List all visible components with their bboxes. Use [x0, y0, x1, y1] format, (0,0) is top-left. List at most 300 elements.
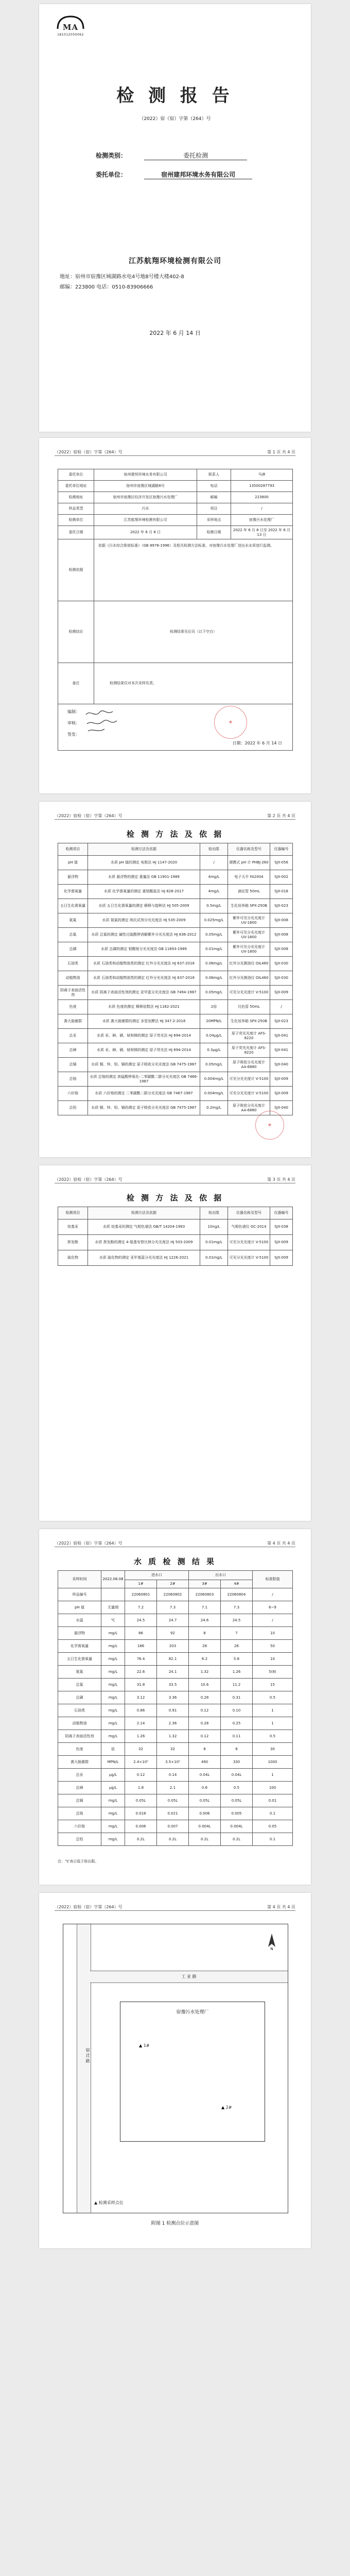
table-cell: 氨氮 [58, 1666, 101, 1679]
table-cell: 0.12 [189, 1730, 221, 1743]
table-row [58, 1756, 293, 1769]
field-label: 委托单位： [96, 171, 127, 178]
table-cell: 宿州市宿豫区经济开发区宿豫污水处理厂 [94, 492, 197, 503]
col-header: 采样时间 [58, 1571, 101, 1588]
table-cell: 0.12 [125, 1769, 157, 1782]
header-number: （2022）宿检（宿）字第（264）号 [55, 450, 122, 454]
table-cell: mg/L [101, 1666, 125, 1679]
table-row [58, 1730, 293, 1743]
table-header-row [58, 843, 293, 856]
table-cell: 委托单位地址 [58, 481, 94, 492]
table-row [58, 1219, 293, 1235]
table-cell: SJX-040 [270, 1058, 293, 1072]
methods-table-2 [58, 1207, 293, 1266]
table-cell: 4mg/L [200, 885, 228, 899]
table-cell: 联系人 [197, 469, 231, 481]
table-cell: 色度 [58, 1000, 88, 1014]
svg-text:N: N [270, 1947, 273, 1950]
table-cell: 6~9 [253, 1601, 293, 1614]
table-cell: SJX-008 [270, 913, 293, 928]
table-cell: ℃ [101, 1614, 125, 1627]
table-cell: 水质 五日生化需氧量的测定 稀释与接种法 HJ 505-2009 [88, 899, 200, 913]
table-cell: 1 [253, 1704, 293, 1717]
header-rule [55, 819, 295, 820]
table-cell: 0.1 [253, 1807, 293, 1820]
table-cell: 0.005 [221, 1807, 253, 1820]
table-cell: 0.2L [157, 1833, 189, 1846]
table-cell: 采样地点 [197, 515, 231, 526]
table-row [58, 601, 293, 663]
table-row [58, 1087, 293, 1101]
table-cell: mg/L [101, 1691, 125, 1704]
table-cell: 宿州市宿豫区城湖路8号 [94, 481, 197, 492]
table-cell: 0.5mg/L [200, 899, 228, 913]
table-cell: 水质 色度的测定 稀释倍数法 HJ 1182-2021 [88, 1000, 200, 1014]
table-cell: SJX-009 [270, 1235, 293, 1250]
table-row [58, 1014, 293, 1029]
table-cell: 项目 [197, 503, 231, 515]
table-cell: 2.36 [157, 1717, 189, 1730]
table-cell: 马唐 [231, 469, 293, 481]
table-row [58, 1807, 293, 1820]
table-cell: mg/L [101, 1833, 125, 1846]
road-top-label: 工 业 路 [181, 1974, 197, 1979]
table-cell: 1.26 [221, 1666, 253, 1679]
table-cell: mg/L [101, 1640, 125, 1653]
table-row [58, 1717, 293, 1730]
table-cell: 总砷 [58, 1043, 88, 1058]
table-cell: 比色管 50mL [228, 1000, 270, 1014]
table-cell: 水质 硫化物的测定 亚甲基蓝分光光度法 HJ 1226-2021 [88, 1250, 200, 1266]
table-cell: 490 [189, 1756, 221, 1769]
table-cell: 24.1 [157, 1666, 189, 1679]
table-cell: 总铅 [58, 1101, 88, 1115]
results-table [58, 1570, 293, 1846]
table-cell: 28 [189, 1640, 221, 1653]
table-cell: 红外分光测油仪 OIL460 [228, 957, 270, 971]
table-cell: 总镉 [58, 1058, 88, 1072]
table-cell: 水质 石油类和动植物油类的测定 红外分光光度法 HJ 637-2018 [88, 971, 200, 986]
table-cell: 1.32 [189, 1666, 221, 1679]
table-cell: 阴离子表面活性剂 [58, 986, 88, 1000]
table-cell: / [231, 503, 293, 515]
table-cell: 92 [157, 1627, 189, 1640]
table-cell: 阴离子表面活性剂 [58, 1730, 101, 1743]
table-cell: 烷基汞 [58, 1219, 88, 1235]
table-cell: 33.5 [157, 1679, 189, 1691]
table-cell: 总砷 [58, 1782, 101, 1794]
table-cell: 倍 [101, 1743, 125, 1756]
table-cell: pH 值 [58, 1601, 101, 1614]
table-row [58, 1820, 293, 1833]
table-row [58, 1666, 293, 1679]
table-cell: mg/L [101, 1679, 125, 1691]
triangle-icon: ▲ [221, 2105, 225, 2110]
table-cell: 原子荧光光度计 AFS-8220 [228, 1043, 270, 1058]
table-cell: 0.05 [253, 1820, 293, 1833]
field-value: 宿州建邦环境水务有限公司 [144, 170, 252, 179]
cover-field-client [96, 170, 266, 179]
table-cell: 水质 粪大肠菌群的测定 多管发酵法 HJ 347.2-2018 [88, 1014, 200, 1029]
header-pagenum: 第 3 页 共 4 页 [267, 1177, 295, 1182]
table-cell: 22060804 [221, 1588, 253, 1601]
header-number: （2022）宿检（宿）字第（264）号 [55, 1177, 122, 1182]
table-cell: 检测结论 [58, 601, 94, 663]
table-cell: 无量纲 [101, 1601, 125, 1614]
table-cell: 水质 阴离子表面活性剂的测定 亚甲蓝分光光度法 GB 7494-1987 [88, 986, 200, 1000]
table-cell: 7.3 [221, 1601, 253, 1614]
table-cell: 0.10 [221, 1704, 253, 1717]
table-cell: 宿豫污水处理厂 [231, 515, 293, 526]
table-cell: 0.25 [221, 1717, 253, 1730]
table-row [58, 913, 293, 928]
cma-logo [55, 15, 86, 37]
table-cell: 7.2 [125, 1601, 157, 1614]
table-cell: 0.025mg/L [200, 913, 228, 928]
table-cell: 8 [189, 1743, 221, 1756]
table-cell: 硫化物 [58, 1250, 88, 1266]
table-cell: 原子荧光光度计 AFS-8220 [228, 1029, 270, 1043]
sign-line-issuer: 签发： [67, 732, 80, 737]
table-cell: 2022 年 6 月 8 日至 2022 年 6 月 13 日 [231, 526, 293, 539]
table-cell: 五日生化需氧量 [58, 1653, 101, 1666]
table-cell: 水质 化学需氧量的测定 重铬酸盐法 HJ 828-2017 [88, 885, 200, 899]
road-top-band [90, 1971, 288, 1983]
table-cell: mg/L [101, 1717, 125, 1730]
table-cell: 样品类型 [58, 503, 94, 515]
table-cell: μg/L [101, 1782, 125, 1794]
table-cell: SJX-009 [270, 1072, 293, 1087]
table-row [58, 1833, 293, 1846]
table-cell: 委托日期 [58, 526, 94, 539]
table-row [58, 503, 293, 515]
results-note: 注：“L”表示低于检出限。 [58, 1859, 99, 1863]
table-cell: 水质 汞、砷、硒、铋和锑的测定 原子荧光法 HJ 694-2014 [88, 1029, 200, 1043]
table-cell: 检测日期 [197, 526, 231, 539]
table-row [58, 1679, 293, 1691]
table-cell: 总汞 [58, 1769, 101, 1782]
table-cell: 32 [125, 1743, 157, 1756]
table-cell: mg/L [101, 1794, 125, 1807]
table-cell: mg/L [101, 1653, 125, 1666]
table-row [58, 1043, 293, 1058]
table-row [58, 957, 293, 971]
table-row [58, 1627, 293, 1640]
table-cell: 82.1 [157, 1653, 189, 1666]
table-row [58, 1704, 293, 1717]
sign-line-reviewer: 审核： [67, 721, 80, 725]
col-header: 2# [157, 1580, 189, 1588]
table-cell: 污水 [94, 503, 197, 515]
table-cell: 7 [221, 1627, 253, 1640]
table-cell: 3.12 [125, 1691, 157, 1704]
header-rule [55, 455, 295, 456]
table-cell: 原子吸收分光光度计 AA-6880 [228, 1101, 270, 1115]
col-header: 标准限值 [253, 1571, 293, 1588]
table-cell: 0.2mg/L [200, 1101, 228, 1115]
north-arrow-icon [266, 1933, 277, 1950]
header-number: （2022）宿检（宿）字第（264）号 [55, 1905, 122, 1909]
table-cell: 红外分光测油仪 OIL460 [228, 971, 270, 986]
table-row [58, 885, 293, 899]
table-cell: 5(8) [253, 1666, 293, 1679]
table-cell: 8 [221, 1743, 253, 1756]
col-header: 4# [221, 1580, 253, 1588]
table-row [58, 942, 293, 957]
sampling-point-label: 2# [225, 2105, 232, 2110]
table-cell: 水质 悬浮物的测定 重量法 GB 11901-1989 [88, 870, 200, 885]
col-header: 检出限 [200, 1207, 228, 1219]
table-cell: 1.32 [157, 1730, 189, 1743]
table-row [58, 1640, 293, 1653]
col-header: 检出限 [200, 843, 228, 856]
table-row [58, 899, 293, 913]
table-cell: 1.26 [125, 1730, 157, 1743]
red-seal-stamp [255, 1111, 284, 1140]
table-cell: 0.86 [125, 1704, 157, 1717]
table-cell: 1 [253, 1717, 293, 1730]
table-cell: 0.04μg/L [200, 1029, 228, 1043]
header-pagenum: 第 4 页 共 4 页 [267, 1541, 295, 1546]
table-cell: 气相色谱仪 GC-2014 [228, 1219, 270, 1235]
table-cell: 0.06mg/L [200, 971, 228, 986]
table-cell: 0.006 [125, 1820, 157, 1833]
table-cell: 可见分光光度计 V-5100 [228, 986, 270, 1000]
legend-text: 检测采样点位 [98, 2200, 124, 2205]
signature-scribble [84, 708, 120, 734]
table-cell: 总氮 [58, 928, 88, 942]
red-seal-stamp [214, 706, 247, 739]
table-cell: SJX-002 [270, 870, 293, 885]
methods-page-2 [39, 1165, 311, 1521]
table-cell: 186 [125, 1640, 157, 1653]
table-cell: 24.7 [157, 1614, 189, 1627]
table-cell: 24.5 [125, 1614, 157, 1627]
table-cell: 紫外可见分光光度计 UV-1800 [228, 913, 270, 928]
col-header: 3# [189, 1580, 221, 1588]
table-cell: 总氮 [58, 1679, 101, 1691]
cover-page [39, 4, 311, 432]
table-row [58, 1000, 293, 1014]
table-cell: 50 [253, 1640, 293, 1653]
table-cell: 生化培养箱 SPX-250B [228, 1014, 270, 1029]
table-cell: 2.4×10⁵ [125, 1756, 157, 1769]
table-cell: 0.2L [221, 1833, 253, 1846]
table-row [58, 1782, 293, 1794]
table-cell: 0.01mg/L [200, 1235, 228, 1250]
table-cell: SJX-008 [270, 942, 293, 957]
table-cell: 宿州建邦环境水务有限公司 [94, 469, 197, 481]
info-page [39, 438, 311, 793]
table-cell: 0.91 [157, 1704, 189, 1717]
table-row [58, 1769, 293, 1782]
sampling-point-1 [139, 2043, 150, 2048]
table-row [58, 469, 293, 481]
table-cell: 悬浮物 [58, 1627, 101, 1640]
map-page [39, 1893, 311, 2248]
col-header: 检测项目 [58, 1207, 88, 1219]
report-date: 2022 年 6 月 14 日 [149, 330, 201, 336]
table-cell: 1.8 [125, 1782, 157, 1794]
table-cell: 7.3 [157, 1601, 189, 1614]
col-header: 仪器名称及型号 [228, 1207, 270, 1219]
table-cell: 0.006 [189, 1807, 221, 1820]
table-cell: 0.004L [189, 1820, 221, 1833]
table-cell: / [253, 1588, 293, 1601]
table-cell: 检测单位 [58, 515, 94, 526]
table-cell: SJX-041 [270, 1029, 293, 1043]
table-cell: 水质 石油类和动植物油类的测定 红外分光光度法 HJ 637-2018 [88, 957, 200, 971]
table-cell: 生化培养箱 SPX-250B [228, 899, 270, 913]
table-cell: 0.14 [157, 1769, 189, 1782]
table-cell: 可见分光光度计 V-5100 [228, 1087, 270, 1101]
table-cell: 0.3μg/L [200, 1043, 228, 1058]
table-cell: 动植物油 [58, 971, 88, 986]
table-row [58, 971, 293, 986]
results-page [39, 1529, 311, 1885]
table-cell: 10 [253, 1653, 293, 1666]
table-cell: 总镉 [58, 1794, 101, 1807]
table-cell: 2.1 [157, 1782, 189, 1794]
methods-title: 检 测 方 法 及 依 据 [126, 1193, 224, 1202]
table-cell: 六价铬 [58, 1087, 88, 1101]
table-row [58, 1058, 293, 1072]
table-cell: 五日生化需氧量 [58, 899, 88, 913]
table-cell: 0.2L [125, 1833, 157, 1846]
address-line-1: 地址：宿州市宿豫区城湖路水电4号地8号楼大楼402-8 [60, 274, 184, 280]
table-cell: MPN/L [101, 1756, 125, 1769]
table-cell: 0.004L [221, 1820, 253, 1833]
table-cell: 0.2L [189, 1833, 221, 1846]
table-cell: / [270, 1000, 293, 1014]
table-cell: 7.1 [189, 1601, 221, 1614]
table-cell: 0.05L [157, 1794, 189, 1807]
methods-table [58, 843, 293, 1115]
sign-line-editor: 编制： [67, 709, 80, 714]
remark-text: 检测结果仅对本次采样负责。 [94, 663, 293, 704]
table-cell: 4mg/L [200, 870, 228, 885]
table-cell: 22.6 [125, 1666, 157, 1679]
table-row [58, 1029, 293, 1043]
methods-page-1 [39, 802, 311, 1157]
table-cell: SJX-009 [270, 1087, 293, 1101]
table-cell: 总铬 [58, 1072, 88, 1087]
table-row [58, 1250, 293, 1266]
table-cell: SJX-030 [270, 971, 293, 986]
table-row [58, 1601, 293, 1614]
table-cell: 水质 总铬的测定 高锰酸钾氧化-二苯碳酰二肼分光光度法 GB 7466-1987 [88, 1072, 200, 1087]
table-cell: SJX-038 [270, 1219, 293, 1235]
col-header: 进水口 [125, 1571, 189, 1580]
plant-label: 宿豫污水处理厂 [176, 2010, 209, 2015]
table-cell: 备注 [58, 663, 94, 704]
table-cell: SJX-018 [270, 885, 293, 899]
col-header: 仪器编号 [270, 1207, 293, 1219]
col-header: 仪器编号 [270, 843, 293, 856]
org-name: 江苏航翔环境检测有限公司 [129, 257, 221, 265]
header-number: （2022）宿检（宿）字第（264）号 [55, 1541, 122, 1546]
table-row [58, 481, 293, 492]
table-cell: 检测地址 [58, 492, 94, 503]
table-cell: 总铅 [58, 1833, 101, 1846]
road-left-band [77, 1924, 91, 2213]
table-cell: 0.05L [125, 1794, 157, 1807]
col-header: 出水口 [189, 1571, 253, 1580]
table-cell: 0.5 [253, 1730, 293, 1743]
table-cell: SJX-023 [270, 899, 293, 913]
table-cell: 30 [253, 1743, 293, 1756]
table-row [58, 856, 293, 870]
table-cell: 检测依据 [58, 539, 94, 601]
table-cell: 水质 总氮的测定 碱性过硫酸钾消解紫外分光光度法 HJ 636-2012 [88, 928, 200, 942]
table-cell: 22060801 [125, 1588, 157, 1601]
table-cell: 0.1 [253, 1833, 293, 1846]
table-cell: 86 [125, 1627, 157, 1640]
table-cell: 0.021 [157, 1807, 189, 1820]
table-cell: 邮编 [197, 492, 231, 503]
map-caption: 附图 1 检测点位示意图 [151, 2221, 199, 2226]
table-cell: 0.31 [221, 1691, 253, 1704]
table-row [58, 1588, 293, 1601]
table-cell: 10.6 [189, 1679, 221, 1691]
table-cell: 0.05mg/L [200, 986, 228, 1000]
table-cell: 0.04L [221, 1769, 253, 1782]
table-cell: 24.6 [189, 1614, 221, 1627]
table-cell: 电子天平 FA2004 [228, 870, 270, 885]
table-cell: 紫外可见分光光度计 UV-1800 [228, 942, 270, 957]
table-row [58, 663, 293, 704]
table-cell: 330 [221, 1756, 253, 1769]
table-cell: 32 [157, 1743, 189, 1756]
table-cell: μg/L [101, 1769, 125, 1782]
table-cell: 0.5 [221, 1782, 253, 1794]
table-cell: SJX-009 [270, 986, 293, 1000]
col-header: 2022.06.08 [101, 1571, 125, 1588]
table-cell: / [253, 1614, 293, 1627]
table-row [58, 492, 293, 503]
plant-boundary [120, 2002, 265, 2142]
table-cell: 总磷 [58, 1691, 101, 1704]
basis-text: 依据《污水综合排放标准》（GB 8978-1996）及相关检测方法标准，对宿豫污水处理厂进出水水质进行监测。 [94, 539, 293, 601]
table-cell: 15 [253, 1679, 293, 1691]
sampling-point-2 [221, 2105, 232, 2110]
table-cell: 11.2 [221, 1679, 253, 1691]
header-pagenum: 第 2 页 共 4 页 [267, 814, 295, 818]
table-row [58, 986, 293, 1000]
table-cell: 紫外可见分光光度计 UV-1800 [228, 928, 270, 942]
table-cell: 水质 汞、砷、硒、铋和锑的测定 原子荧光法 HJ 694-2014 [88, 1043, 200, 1058]
table-cell: 0.28 [189, 1691, 221, 1704]
table-cell: 6.2 [189, 1653, 221, 1666]
sampling-point-label: 1# [143, 2043, 150, 2048]
table-cell: 0.05L [189, 1794, 221, 1807]
table-cell: 5.8 [221, 1653, 253, 1666]
table-row [58, 539, 293, 601]
table-header-row [58, 1571, 293, 1580]
table-cell: 便携式 pH 计 PHBJ-260 [228, 856, 270, 870]
cma-logo-text: MA [62, 23, 79, 32]
table-cell: 水质 烷基汞的测定 气相色谱法 GB/T 14204-1993 [88, 1219, 200, 1235]
table-cell: SJX-056 [270, 856, 293, 870]
table-row [58, 526, 293, 539]
table-cell: 石油类 [58, 1704, 101, 1717]
table-cell: 0.28 [189, 1717, 221, 1730]
table-cell: 10 [253, 1627, 293, 1640]
table-cell: SJX-040 [270, 1101, 293, 1115]
table-row [58, 1691, 293, 1704]
header-rule [55, 1910, 295, 1911]
header-pagenum: 第 1 页 共 4 页 [267, 450, 295, 454]
